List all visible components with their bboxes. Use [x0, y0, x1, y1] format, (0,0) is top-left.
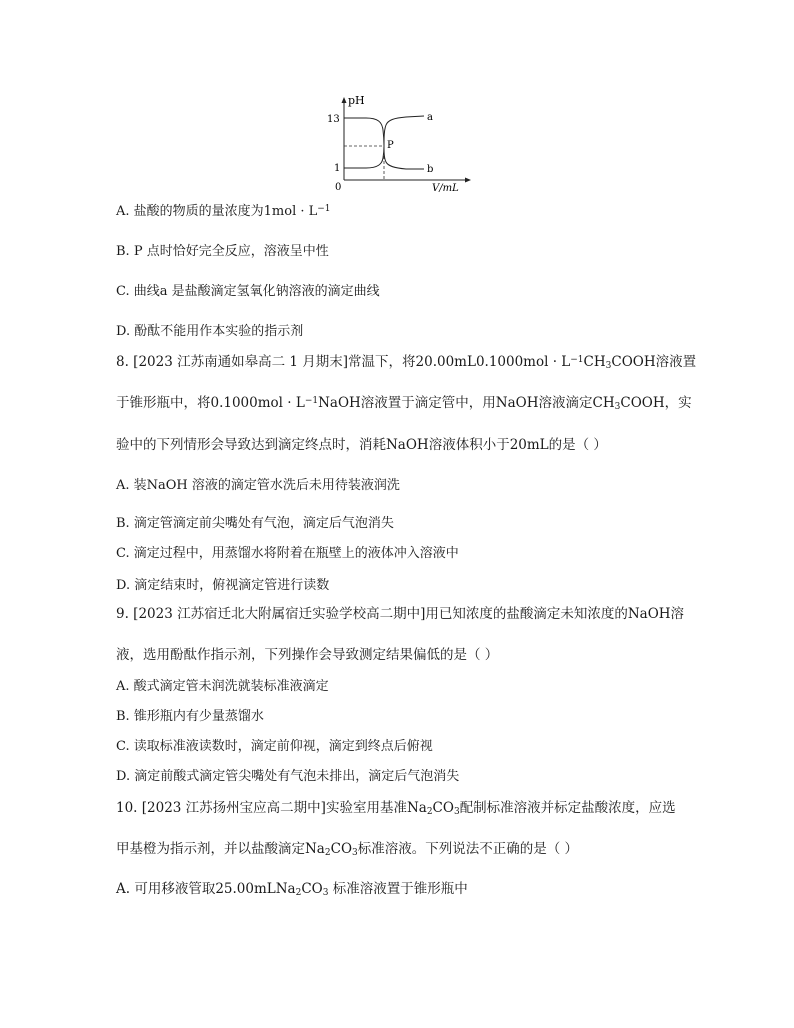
q8-stem-line-2: 于锥形瓶中，将$0.1000mol \cdot L^{-1}NaOH$溶液置于滴定管中，用NaOH溶液滴定$CH_3COOH$，实 — [116, 395, 692, 412]
origin-label: 0 — [335, 182, 342, 193]
y-axis-label: pH — [348, 94, 365, 107]
tick-1-label: 1 — [334, 163, 341, 174]
y-axis-arrow — [342, 97, 347, 103]
titration-curve-figure — [326, 90, 476, 195]
q10-stem-line-1: 10. [2023 江苏扬州宝应高二期中]实验室用基准$Na_2CO_3$配制标准溶液并标定盐酸浓度，应选 — [116, 800, 676, 817]
q9-option-c: C. 读取标准液读数时，滴定前仰视，滴定到终点后俯视 — [116, 739, 433, 754]
curve-a-label: a — [427, 112, 433, 123]
titration-curve-svg — [326, 90, 476, 195]
q9-option-b: B. 锥形瓶内有少量蒸馏水 — [116, 709, 264, 724]
q8-stem-line-3: 验中的下列情形会导致达到滴定终点时，消耗NaOH溶液体积小于20mL的是（ ） — [116, 437, 607, 453]
tick-13-label: 13 — [327, 114, 340, 125]
point-p-label: P — [387, 140, 394, 151]
q10-option-a: A. 可用移液管取$25.00mLNa_2CO_3$ 标准溶液置于锥形瓶中 — [116, 881, 468, 898]
x-axis-label: V/mL — [432, 183, 459, 194]
q7-option-b: B. P 点时恰好完全反应，溶液呈中性 — [116, 244, 329, 259]
x-axis-arrow — [465, 178, 471, 183]
q8-option-d: D. 滴定结束时，俯视滴定管进行读数 — [116, 578, 330, 593]
q8-stem-line-1: 8. [2023 江苏南通如皋高二 1 月期末]常温下，将$20.00mL0.1000mol \cdot L^{-1}CH_3COOH$溶液置 — [116, 354, 697, 371]
curve-b-left — [344, 146, 384, 168]
q9-stem-line-1: 9. [2023 江苏宿迁北大附属宿迁实验学校高二期中]用已知浓度的盐酸滴定未知浓度的NaOH溶 — [116, 606, 685, 622]
curve-b-label: b — [427, 164, 434, 175]
q9-stem-line-2: 液，选用酚酞作指示剂，下列操作会导致测定结果偏低的是（ ） — [116, 647, 499, 663]
q8-option-a: A. 装NaOH 溶液的滴定管水洗后未用待装液润洗 — [116, 478, 400, 493]
curve-a-left — [344, 118, 384, 146]
q10-stem-line-2: 甲基橙为指示剂，并以盐酸滴定$Na_2CO_3$标准溶液。下列说法不正确的是（ ） — [116, 841, 579, 858]
q9-option-a: A. 酸式滴定管未润洗就装标准液滴定 — [116, 679, 329, 694]
q9-option-d: D. 滴定前酸式滴定管尖嘴处有气泡未排出，滴定后气泡消失 — [116, 769, 460, 784]
q7-option-c: C. 曲线a 是盐酸滴定氢氧化钠溶液的滴定曲线 — [116, 284, 380, 299]
q8-option-b: B. 滴定管滴定前尖嘴处有气泡，滴定后气泡消失 — [116, 516, 394, 531]
q7-option-d: D. 酚酞不能用作本实验的指示剂 — [116, 324, 304, 339]
q8-option-c: C. 滴定过程中，用蒸馏水将附着在瓶壁上的液体冲入溶液中 — [116, 546, 459, 561]
q7-option-a: A. 盐酸的物质的量浓度为$1mol \cdot L^{-1}$ — [116, 204, 331, 219]
